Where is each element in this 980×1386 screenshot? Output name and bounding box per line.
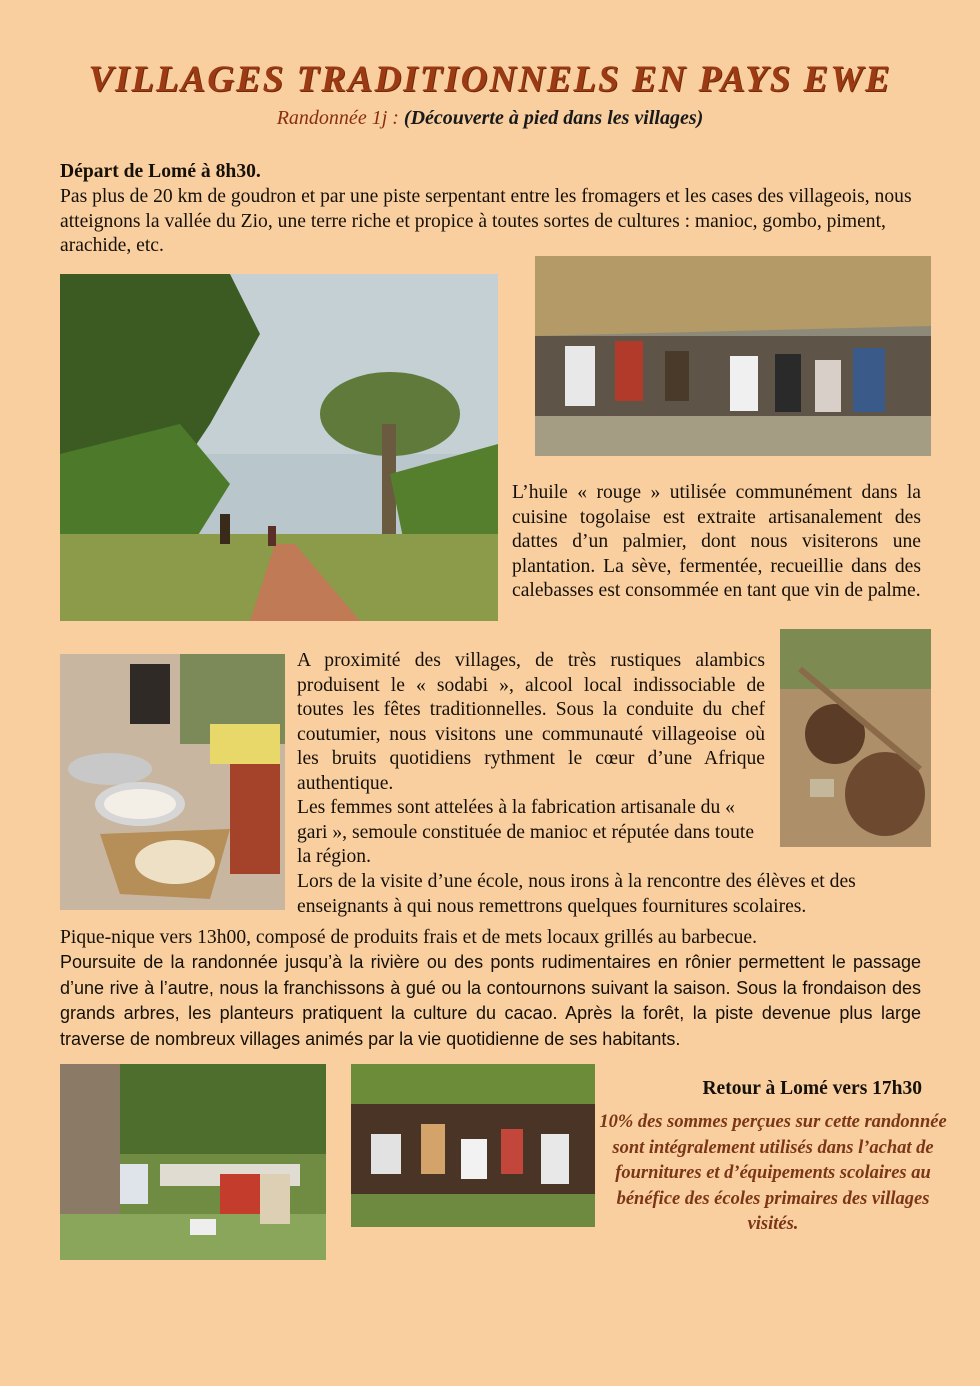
departure-heading: Départ de Lomé à 8h30. <box>60 161 261 182</box>
continuation-paragraph: Poursuite de la randonnée jusqu’à la rivière ou des ponts rudimentaires en rônier permettent le passage d’une rive à l’autre, nous la franchissons à gué ou la contournons suivant la saison. Sous la frondaison des grands arbres, les planteurs pratiquent la culture du cacao. Après la forêt, la piste devenue plus large traverse de nombreux villages animés par la vie quotidienne de ses habitants. <box>60 952 921 1049</box>
savanna-path-photo <box>60 274 498 621</box>
picnic-line: Pique-nique vers 13h00, composé de produits frais et de mets locaux grillés au barbecue. <box>60 927 758 948</box>
subtitle-lead: Randonnée 1j : <box>276 107 399 129</box>
gari-preparation-photo <box>60 654 285 910</box>
picnic-photo <box>60 1064 326 1260</box>
page-subtitle <box>0 107 980 130</box>
intro-paragraph: Pas plus de 20 km de goudron et par une piste serpentant entre les fromagers et les cases des villageois, nous atteignons la vallée du Zio, une terre riche et propice à toutes sortes de cultures : manioc, gombo, piment, arachide, etc. <box>60 186 912 257</box>
sodabi-still-photo <box>780 629 931 847</box>
subtitle-rest: (Découverte à pied dans les villages) <box>403 107 704 129</box>
palm-oil-paragraph: L’huile « rouge » utilisée communément dans la cuisine togolaise est extraite artisanalement des dattes d’un palmier, dont nous visiterons une plantation. La sève, fermentée, recueillie dans des calebasses est consommée en tant que vin de palme. <box>512 482 921 602</box>
school-children-photo <box>351 1064 595 1227</box>
sodabi-paragraph: A proximité des villages, de très rustiques alambics produisent le « sodabi », alcool local indissociable de toutes les fêtes traditionnelles. Sous la conduite du chef coutumier, nous visitons une communauté villageoise où les bruits quotidiens rythment le cœur d’une Afrique authentique. <box>297 650 765 794</box>
return-time: Retour à Lomé vers 17h30 <box>702 1078 922 1099</box>
hut-group-photo <box>535 256 931 456</box>
school-paragraph: Lors de la visite d’une école, nous irons à la rencontre des élèves et des enseignants à qui nous remettrons quelques fournitures scolaires. <box>297 871 856 917</box>
gari-paragraph: Les femmes sont attelées à la fabrication artisanale du « gari », semoule constituée de manioc et réputée dans toute la région. <box>297 797 755 868</box>
donation-note: 10% des sommes perçues sur cette randonnée sont intégralement utilisés dans l’achat de fournitures et d’équipements scolaires au bénéfice des écoles primaires des villages visités. <box>599 1112 947 1234</box>
page-title: VILLAGES TRADITIONNELS EN PAYS EWE <box>88 59 892 100</box>
